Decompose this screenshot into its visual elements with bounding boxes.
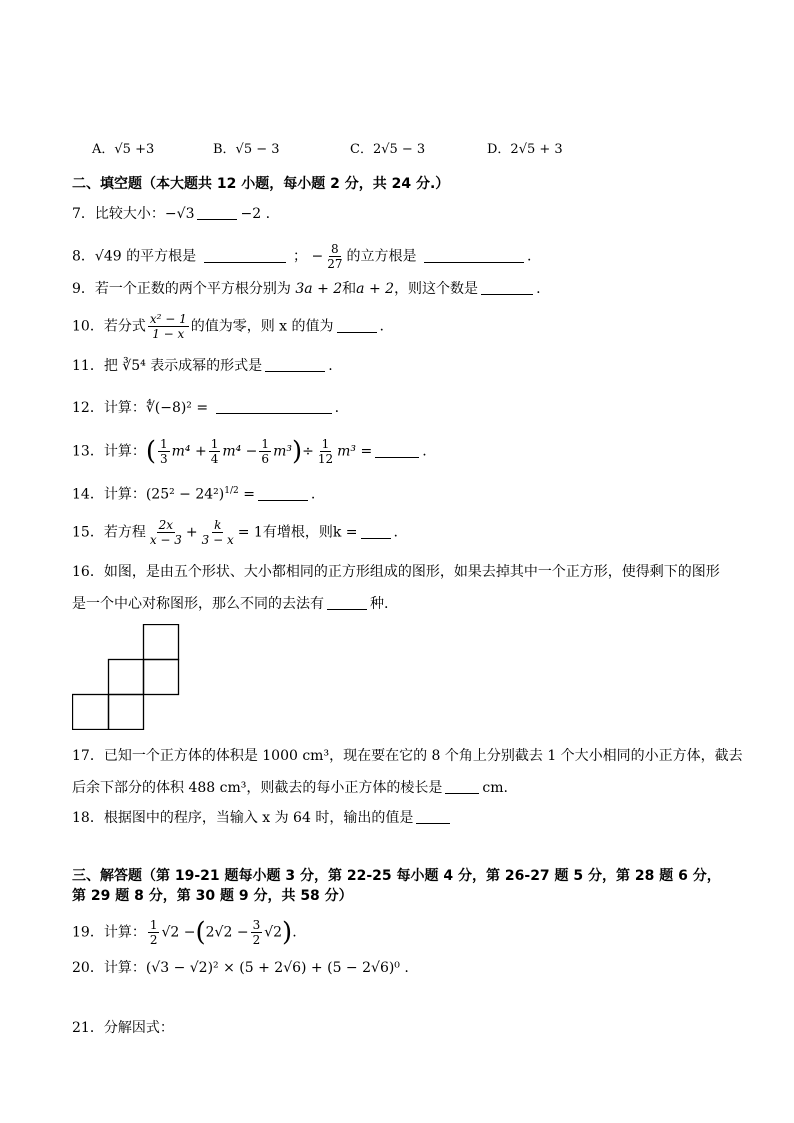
q19-f1-den: 2 <box>149 933 158 947</box>
question-15 <box>72 518 398 547</box>
q11-text: 表示成幂的形式是 <box>150 358 263 374</box>
q10-text: 的值为零，则 x 的值为 <box>190 318 334 335</box>
q16-text-b: 种. <box>370 596 389 612</box>
q13-term-1: m⁴ + <box>171 443 207 460</box>
q16-blank[interactable] <box>327 595 367 610</box>
q13-f1-den: 3 <box>159 452 168 466</box>
square-middle-right <box>144 660 179 695</box>
q7-label: 7．比较大小： <box>72 206 165 222</box>
q8-fraction <box>325 242 344 271</box>
q14-exponent: 1/2 <box>224 486 239 496</box>
question-17-line-2 <box>72 778 508 798</box>
q15-frac-1 <box>148 518 184 547</box>
q14-blank[interactable] <box>258 486 308 501</box>
q12-expr: ∜(−8)² = <box>145 400 209 416</box>
q13-term-2: m⁴ − <box>222 443 258 460</box>
q15-f2-den: 3 − x <box>201 533 234 547</box>
question-18 <box>72 808 453 828</box>
q13-frac-2 <box>209 437 221 466</box>
question-12 <box>72 398 339 418</box>
q10-label: 10．若分式 <box>72 318 146 335</box>
q15-end: . <box>393 524 398 541</box>
q16-text-a: 是一个中心对称图形，那么不同的去法有 <box>72 596 324 612</box>
q8-text2: 的立方根是 <box>346 248 417 265</box>
q13-f4-num: 1 <box>321 437 330 451</box>
q19-paren-open: ( <box>195 917 206 948</box>
q13-frac-4 <box>316 437 335 466</box>
q15-f1-den: x − 3 <box>149 533 182 547</box>
q13-term-4: m³ = <box>337 443 373 460</box>
q13-f3-num: 1 <box>261 437 270 451</box>
q13-term-3: m³ <box>273 443 292 460</box>
q7-expr-a: −√3 <box>164 206 195 222</box>
q9-expr1: 3a + 2 <box>295 281 343 297</box>
q15-label: 15．若方程 <box>72 524 146 541</box>
q13-blank[interactable] <box>375 443 419 458</box>
q13-frac-3 <box>259 437 271 466</box>
q15-f1-num: 2x <box>158 518 174 532</box>
option-b: B．√5 − 3 <box>213 142 280 157</box>
q14-label: 14．计算： <box>72 486 146 503</box>
question-21: 21．分解因式： <box>72 1020 174 1036</box>
q19-frac-1 <box>148 918 160 947</box>
five-squares-figure <box>72 624 182 730</box>
section-3-title-line-2: 第 29 题 8 分，第 30 题 9 分，共 58 分） <box>72 888 353 904</box>
q19-f2-num: 3 <box>252 918 261 932</box>
q14-end: . <box>310 486 316 503</box>
square-bottom-middle <box>109 695 144 730</box>
q9-expr2: a + 2 <box>356 281 395 297</box>
q15-blank[interactable] <box>361 524 391 539</box>
section-2-title: 二、填空题（本大题共 12 小题，每小题 2 分，共 24 分.） <box>72 176 450 192</box>
square-bottom-left <box>73 695 109 730</box>
question-7 <box>72 204 270 224</box>
q18-blank[interactable] <box>416 809 450 824</box>
q9-mid: 和 <box>342 281 357 297</box>
question-10 <box>72 312 384 341</box>
q13-f2-num: 1 <box>210 437 219 451</box>
q8-text1: 的平方根是 <box>126 248 197 265</box>
q13-label: 13．计算： <box>72 443 146 460</box>
q11-blank[interactable] <box>265 357 325 372</box>
square-top <box>144 625 179 660</box>
section-3-title-line-1: 三、解答题（第 19-21 题每小题 3 分，第 22-25 每小题 4 分，第 26-27 题 5 分，第 28 题 6 分， <box>72 868 721 884</box>
q11-expr: ∛5⁴ <box>122 358 146 374</box>
q14-eq: = <box>243 486 255 503</box>
q13-f1-num: 1 <box>159 437 168 451</box>
q8-expr: √49 <box>94 248 122 265</box>
q9-text2: ，则这个数是 <box>394 281 479 297</box>
q9-blank[interactable] <box>481 280 533 295</box>
q11-label: 11．把 <box>72 358 118 374</box>
q19-label: 19．计算： <box>72 924 146 941</box>
q8-neg: − <box>311 248 324 265</box>
q13-div: ÷ <box>302 443 314 460</box>
q13-paren-open: ( <box>145 436 156 467</box>
option-d: D．2√5 + 3 <box>487 142 563 157</box>
q19-frac-2 <box>251 918 263 947</box>
q14-expr: (25² − 24²) <box>145 486 225 503</box>
q17-text-a: 后余下部分的体积 488 cm³，则截去的每小正方体的棱长是 <box>72 780 443 796</box>
q19-term-1: √2 − <box>161 924 196 941</box>
q19-paren-close: ) <box>282 917 293 948</box>
q10-fraction <box>148 312 189 341</box>
q13-f2-den: 4 <box>210 452 219 466</box>
q9-end: . <box>536 281 541 297</box>
q8-end: . <box>526 248 532 265</box>
q12-blank[interactable] <box>216 399 332 414</box>
q11-end: . <box>328 358 333 374</box>
question-11 <box>72 356 333 376</box>
question-14 <box>72 481 315 505</box>
q9-text1: 9．若一个正数的两个平方根分别为 <box>72 281 291 297</box>
q10-end: . <box>379 318 384 335</box>
q10-blank[interactable] <box>337 318 377 333</box>
q15-text: = 1有增根，则k = <box>237 524 358 541</box>
square-middle-left <box>109 660 144 695</box>
option-c: C．2√5 − 3 <box>350 142 426 157</box>
q13-f4-den: 12 <box>317 452 334 466</box>
q13-f3-den: 6 <box>261 452 270 466</box>
q19-f2-den: 2 <box>252 933 261 947</box>
q12-end: . <box>334 400 340 416</box>
q7-blank[interactable] <box>197 205 237 220</box>
question-16-line-2 <box>72 594 388 614</box>
question-16-line-1: 16．如图，是由五个形状、大小都相同的正方形组成的图形，如果去掉其中一个正方形，使得剩下的图形 <box>72 564 720 580</box>
question-17-line-1: 17．已知一个正方体的体积是 1000 cm³，现在要在它的 8 个角上分别截去 1 个大小相同的小正方体，截去 <box>72 748 743 764</box>
question-20 <box>72 958 409 978</box>
q12-label: 12．计算： <box>72 400 146 416</box>
q8-label: 8． <box>72 248 95 265</box>
q15-plus: + <box>185 524 198 541</box>
q8-den: 27 <box>327 257 343 271</box>
q8-sep: ； <box>293 248 308 265</box>
q19-f1-num: 1 <box>149 918 158 932</box>
q10-den: 1 − x <box>152 327 185 341</box>
q17-text-b: cm. <box>482 780 508 796</box>
q15-frac-2 <box>200 518 236 547</box>
q19-end: . <box>292 924 297 941</box>
q8-num: 8 <box>331 242 339 256</box>
q18-text: 18．根据图中的程序，当输入 x 为 64 时，输出的值是 <box>72 810 414 826</box>
q8-blank-2[interactable] <box>424 248 524 263</box>
q20-label: 20．计算： <box>72 960 146 976</box>
q13-paren-close: ) <box>291 436 303 467</box>
q19-term-2: 2√2 − <box>205 924 249 941</box>
option-a: A．√5 +3 <box>92 142 155 157</box>
q13-end: . <box>422 443 427 460</box>
question-8 <box>72 242 531 271</box>
q10-num: x² − 1 <box>149 312 187 326</box>
q8-blank-1[interactable] <box>204 248 286 263</box>
q19-term-3: √2 <box>264 924 283 941</box>
question-19 <box>72 918 297 947</box>
q13-frac-1 <box>158 437 170 466</box>
q15-f2-num: k <box>214 518 222 532</box>
q7-expr-b: −2 . <box>240 206 271 222</box>
question-9 <box>72 279 541 299</box>
q17-blank[interactable] <box>445 779 479 794</box>
q20-expr: (√3 − √2)² × (5 + 2√6) + (5 − 2√6)⁰ . <box>145 960 409 976</box>
question-13 <box>72 437 427 466</box>
